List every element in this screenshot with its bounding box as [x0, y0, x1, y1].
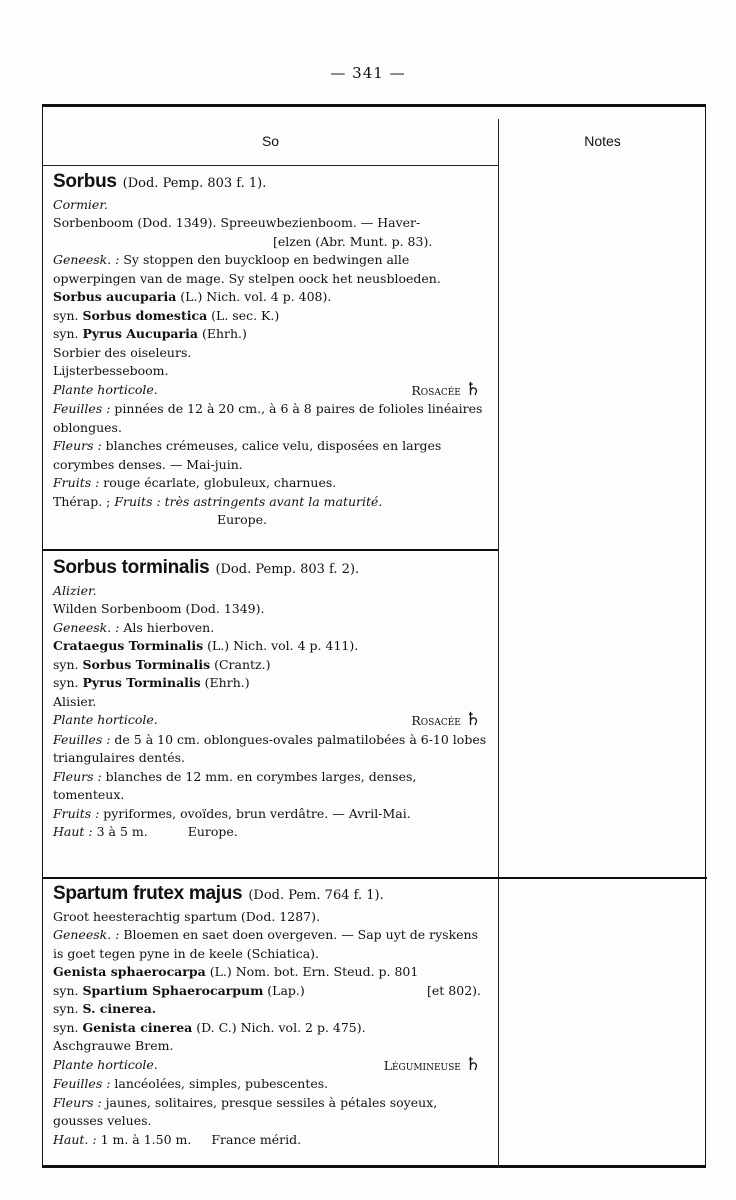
geneesk-line: [53, 619, 491, 638]
entry-title: [53, 885, 491, 906]
syn-prefix: syn.: [53, 675, 83, 690]
synonym-ref: (Lap.): [263, 982, 305, 998]
synonym-name: Spartium Sphaerocarpum: [82, 982, 264, 998]
fleurs-line: [53, 1094, 491, 1131]
latin-ref: (L.) Nich. vol. 4 p. 411).: [203, 638, 359, 653]
fruits-text: rouge écarlate, globuleux, charnues.: [99, 475, 337, 490]
shrub-symbol-icon: ♄: [464, 1053, 481, 1075]
synonym-line: [53, 1019, 491, 1038]
entry-title: [53, 173, 491, 194]
french-name: Sorbier des oiseleurs.: [53, 344, 192, 360]
fruits-line: [53, 474, 491, 493]
french-name: Alisier.: [53, 693, 97, 709]
synonym-name: S. cinerea.: [82, 1001, 157, 1016]
feuilles-label: Feuilles :: [53, 401, 111, 416]
synonym-name: Pyrus Aucuparia: [82, 326, 198, 341]
entry-title: [53, 559, 491, 580]
latin-name: Crataegus Torminalis: [53, 638, 204, 653]
herbal-table: [42, 104, 706, 1168]
family-name: Rosacée: [411, 382, 461, 398]
syn-prefix: syn.: [53, 307, 83, 323]
dutch-names: Wilden Sorbenboom (Dod. 1349).: [53, 601, 265, 616]
family-name: Rosacée: [411, 713, 461, 728]
latin-name-line: [53, 637, 491, 656]
dodonaeus-ref: (Dod. Pemp. 803 f. 2).: [215, 562, 360, 577]
syn-prefix: syn.: [53, 982, 83, 998]
geneesk-label: Geneesk. :: [53, 927, 120, 942]
haut-line: [53, 823, 491, 842]
fleurs-text: blanches de 12 mm. en corymbes larges, denses, tomenteux.: [53, 768, 417, 802]
latin-ref-cont: [et 802).: [427, 982, 481, 998]
family-name: Légumineuse: [383, 1057, 461, 1073]
latin-name-line: [53, 963, 491, 982]
therap-line: [53, 493, 491, 512]
synonym-line: [53, 674, 491, 693]
synonym-ref: (Ehrh.): [197, 326, 247, 341]
dutch-names-cont: [elzen (Abr. Munt. p. 83).: [273, 233, 433, 249]
synonym-name: Sorbus domestica: [82, 307, 208, 323]
fruits-text: pyriformes, ovoïdes, brun verdâtre. — Avril-Mai.: [99, 805, 411, 821]
plante-label: Plante horticole.: [53, 1056, 158, 1072]
synonym-name: Sorbus Torminalis: [82, 656, 211, 672]
feuilles-label: Feuilles :: [53, 1076, 111, 1091]
genus-name: Sorbus: [53, 171, 117, 192]
synonym-line: [53, 307, 491, 326]
region: France mérid.: [211, 1131, 302, 1147]
plante-line: [53, 378, 491, 401]
feuilles-line: [53, 731, 491, 768]
geneesk-label: Geneesk. :: [53, 252, 120, 267]
region: Europe.: [187, 824, 238, 839]
fleurs-label: Fleurs :: [53, 768, 102, 784]
fruits-label: Fruits :: [53, 475, 100, 490]
synonym-ref: (D. C.) Nich. vol. 2 p. 475).: [192, 1019, 366, 1035]
entry-sorbus-torminalis: [53, 559, 491, 842]
latin-name: Sorbus aucuparia: [53, 289, 177, 304]
plante-line: [53, 1053, 491, 1076]
haut-label: Haut :: [53, 824, 93, 839]
shrub-symbol-icon: ♄: [464, 378, 481, 400]
column-header-notes: Notes: [584, 133, 621, 149]
dutch-name: Aschgrauwe Brem.: [53, 1038, 174, 1053]
entry-separator: [43, 549, 498, 551]
dodonaeus-ref: (Dod. Pem. 764 f. 1).: [248, 888, 384, 903]
synonym-line: [53, 656, 491, 675]
feuilles-text: pinnées de 12 à 20 cm., à 6 à 8 paires de folioles linéaires oblongues.: [53, 401, 483, 435]
region: Europe.: [216, 512, 268, 527]
fleurs-line: [53, 768, 491, 805]
latin-name-line: [53, 288, 491, 307]
syn-prefix: syn.: [53, 1019, 83, 1035]
feuilles-line: [53, 1075, 491, 1094]
feuilles-text: lancéolées, simples, pubescentes.: [110, 1076, 329, 1091]
haut-text: 3 à 5 m.: [92, 824, 148, 839]
entry-sorbus: [53, 173, 491, 530]
feuilles-label: Feuilles :: [53, 731, 111, 747]
dutch-name: Lijsterbesseboom.: [53, 363, 169, 378]
fleurs-line: [53, 437, 491, 474]
dutch-names: Sorbenboom (Dod. 1349). Spreeuwbezienboom. — Haver-: [53, 215, 421, 230]
haut-line: [53, 1131, 491, 1150]
geneesk-line: [53, 251, 491, 288]
geneesk-label: Geneesk. :: [53, 619, 120, 635]
entry-spartum: [53, 885, 491, 1149]
therap-label: Thérap. ;: [53, 493, 115, 509]
geneesk-text: Sy stoppen den buyckloop en bedwingen alle opwerpingen van de mage. Sy stelpen oock het neusbloeden.: [53, 252, 441, 286]
synonym-line: [53, 982, 491, 1001]
genus-name: Sorbus torminalis: [53, 557, 210, 578]
synonym-line: [53, 325, 491, 344]
latin-ref: (L.) Nom. bot. Ern. Steud. p. 801: [205, 964, 419, 979]
geneesk-line: [53, 926, 491, 963]
syn-prefix: syn.: [53, 656, 83, 672]
feuilles-line: [53, 400, 491, 437]
fleurs-label: Fleurs :: [53, 438, 102, 453]
geneesk-text: Als hierboven.: [119, 619, 215, 635]
dutch-names: Groot heesterachtig spartum (Dod. 1287).: [53, 908, 320, 924]
common-name-fr: Cormier.: [53, 196, 108, 212]
fruits-label: Fruits :: [53, 805, 100, 821]
fleurs-text: blanches crémeuses, calice velu, disposées en larges corymbes denses. — Mai-juin.: [53, 438, 442, 472]
shrub-symbol-icon: ♄: [464, 709, 481, 730]
plante-line: [53, 711, 491, 731]
page-number: — 341 —: [330, 64, 406, 82]
feuilles-text: de 5 à 10 cm. oblongues-ovales palmatilobées à 6-10 lobes triangulaires dentés.: [53, 731, 487, 765]
fruits-line: [53, 805, 491, 824]
synonym-ref: (L. sec. K.): [207, 307, 280, 323]
column-header-main: So: [261, 133, 280, 149]
dodonaeus-ref: (Dod. Pemp. 803 f. 1).: [122, 176, 267, 191]
common-name-fr: Alizier.: [53, 582, 97, 598]
geneesk-text: Bloemen en saet doen overgeven. — Sap uyt de ryskens is goet tegen pyne in de keele (Schiatica).: [53, 927, 479, 961]
fleurs-text: jaunes, solitaires, presque sessiles à pétales soyeux, gousses velues.: [53, 1094, 438, 1128]
fleurs-label: Fleurs :: [53, 1094, 102, 1110]
synonym-ref: (Ehrh.): [200, 675, 250, 690]
column-divider: [498, 119, 499, 1165]
syn-prefix: syn.: [53, 1001, 83, 1016]
therap-text: Fruits : très astringents avant la maturité.: [114, 493, 383, 509]
haut-text: 1 m. à 1.50 m.: [96, 1131, 192, 1147]
header-rule: [43, 165, 498, 166]
plante-label: Plante horticole.: [53, 381, 158, 397]
plante-label: Plante horticole.: [53, 712, 158, 727]
entry-separator: [43, 877, 707, 879]
haut-label: Haut. :: [53, 1131, 97, 1147]
synonym-line: [53, 1000, 491, 1019]
syn-prefix: syn.: [53, 326, 83, 341]
latin-name: Genista sphaerocarpa: [53, 964, 206, 979]
genus-name: Spartum frutex majus: [53, 883, 243, 904]
synonym-name: Pyrus Torminalis: [82, 675, 201, 690]
synonym-name: Genista cinerea: [82, 1019, 193, 1035]
synonym-ref: (Crantz.): [210, 656, 271, 672]
latin-ref: (L.) Nich. vol. 4 p. 408).: [176, 289, 332, 304]
